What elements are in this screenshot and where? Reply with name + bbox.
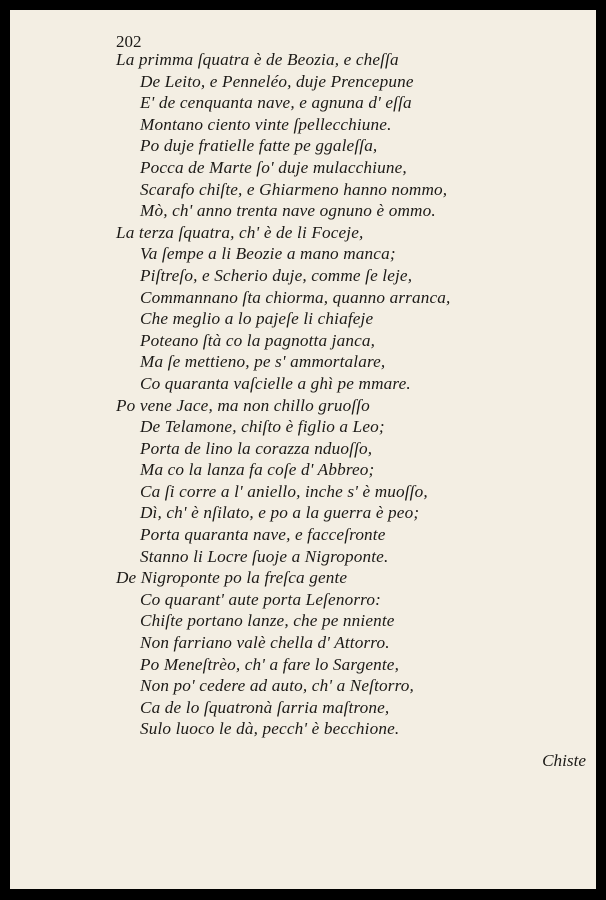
poem-line: Pocca de Marte ſo' duje mulacchiune, [140,157,407,177]
poem-line: Co quarant' aute porta Leſenorro: [140,589,381,609]
poem-line: La terza ſquatra, ch' è de li Foceje, [116,222,364,242]
poem-line: Po Meneſtrèo, ch' a fare lo Sargente, [140,654,400,674]
poem-line: La primma ſquatra è de Beozia, e cheſſa [116,50,399,69]
poem-line: Co quaranta vaſcielle a ghì pe mmare. [140,373,411,393]
poem-line: Ma co la lanza fa coſe d' Abbreo; [140,460,375,480]
poem-line: Stanno li Locre ſuoje a Nigroponte. [140,546,389,566]
poem-line: Po duje fratielle fatte pe ggaleſſa, [140,136,378,156]
poem-line: Va ſempe a li Beozie a mano manca; [140,244,396,264]
poem-line: Commannano ſta chiorma, quanno arranca, [140,287,451,307]
poem-line: Montano ciento vinte ſpellecchiune. [140,114,392,134]
poem-line: Che meglio a lo pajeſe li chiafeje [140,309,374,329]
poem-line: Dì, ch' è nſilato, e po a la guerra è peo; [140,503,420,523]
poem-line: Sulo luoco le dà, pecch' è becchione. [140,719,400,739]
poem-line: Ma ſe mettieno, pe s' ammortalare, [140,352,386,372]
poem-line: Non farriano valè chella d' Attorro. [140,633,390,653]
page-number: 202 [116,32,142,51]
poem-line: Ca ſi corre a l' aniello, inche s' è muoſſo, [140,481,428,501]
poem-line: Poteano ſtà co la pagnotta janca, [140,330,376,350]
poem-line: Piſtreſo, e Scherio duje, comme ſe leje, [140,265,413,285]
poem-line: Ca de lo ſquatronà ſarria maſtrone, [140,697,390,717]
poem-line: Porta quaranta nave, e facceſronte [140,525,386,545]
poem-line: Porta de lino la corazza nduoſſo, [140,438,373,458]
poem-line: E' de cenquanta nave, e agnuna d' eſſa [140,93,412,113]
poem-line: Non po' cedere ad auto, ch' a Neſtorro, [140,676,415,696]
poem-line: Mò, ch' anno trenta nave ognuno è ommo. [140,201,436,221]
poem-body [116,49,586,740]
book-page [10,10,596,889]
poem-line: De Nigroponte po la freſca gente [116,568,348,588]
poem-line: Po vene Jace, ma non chillo gruoſſo [116,395,370,415]
poem-line: Chiſte portano lanze, che pe nniente [140,611,395,631]
poem-line: Scarafo chiſte, e Ghiarmeno hanno nommo, [140,179,448,199]
poem-line: De Telamone, chiſto è figlio a Leo; [140,417,385,437]
catchword: Chiste [542,751,586,770]
poem-line: De Leito, e Penneléo, duje Prencepune [140,71,414,91]
